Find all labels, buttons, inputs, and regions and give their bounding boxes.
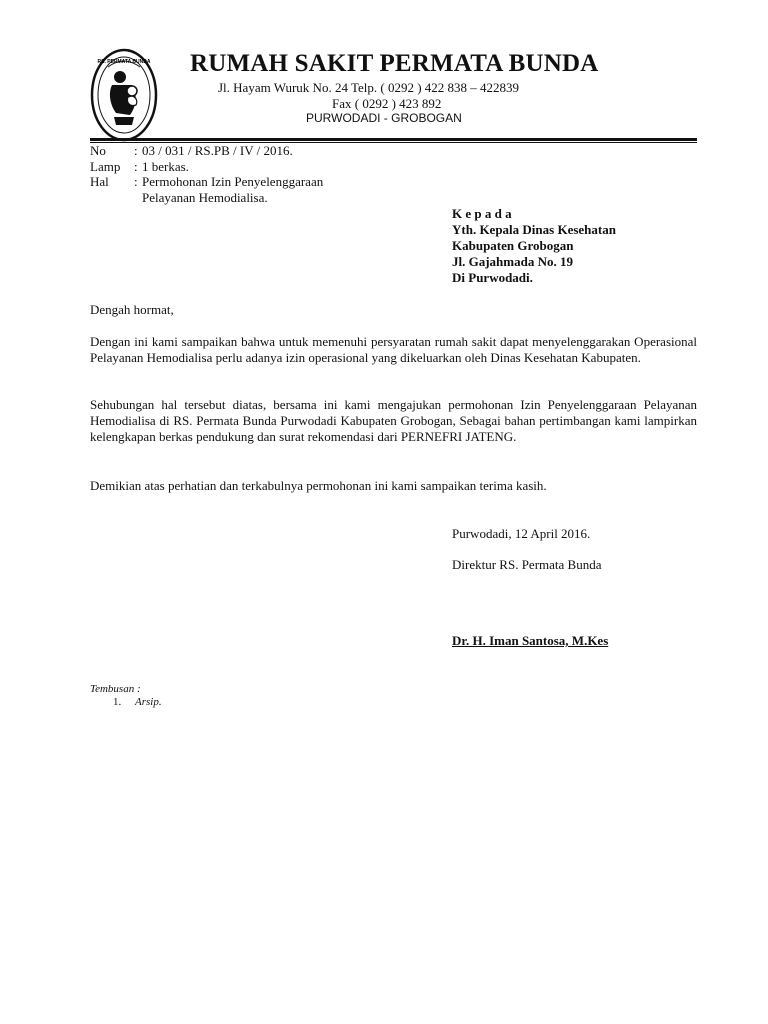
cc-item xyxy=(113,696,162,708)
meta-lamp xyxy=(90,159,490,175)
paragraph-1: Dengan ini kami sampaikan bahwa untuk memenuhi persyaratan rumah sakit dapat menyelenggarakan Operasional Pelayanan Hemodialisa perlu adanya izin operasional yang dikeluarkan oleh Dinas Kesehatan Kabupaten. xyxy=(90,334,697,365)
address-line-1: Jl. Hayam Wuruk No. 24 Telp. ( 0292 ) 422 838 – 422839 xyxy=(218,80,520,95)
address-line-2: Fax ( 0292 ) 423 892 xyxy=(332,96,442,111)
paragraph-2: Sehubungan hal tersebut diatas, bersama ini kami mengajukan permohonan Izin Penyelenggaraan Pelayanan Hemodialisa di RS. Permata Bunda Purwodadi Kabupaten Grobogan, Sebagai bahan pertimbangan kami lampirkan kelengkapan berkas pendukung dan surat rekomendasi dari PERNEFRI JATENG. xyxy=(90,397,697,444)
recipient-kepada: K e p a d a xyxy=(452,206,512,221)
recipient-title: Yth. Kepala Dinas Kesehatan xyxy=(452,222,616,237)
signer-position: Direktur RS. Permata Bunda xyxy=(452,557,602,572)
meta-hal-value-line1: Permohonan Izin Penyelenggaraan xyxy=(142,174,324,189)
cc-item-number: 1. xyxy=(113,696,122,708)
meta-hal-value-line2: Pelayanan Hemodialisa. xyxy=(142,190,268,205)
address-line-3: PURWODADI - GROBOGAN xyxy=(306,111,462,125)
hospital-logo xyxy=(90,47,158,143)
meta-hal-cont xyxy=(90,190,490,206)
header-divider xyxy=(90,138,697,141)
meta-lamp-value: 1 berkas. xyxy=(142,159,189,174)
recipient-region: Kabupaten Grobogan xyxy=(452,238,574,253)
place-date: Purwodadi, 12 April 2016. xyxy=(452,526,591,541)
cc-label: Tembusan : xyxy=(90,683,141,695)
hospital-name: RUMAH SAKIT PERMATA BUNDA xyxy=(190,50,599,77)
recipient-city: Di Purwodadi. xyxy=(452,270,533,285)
signer-name: Dr. H. Iman Santosa, M.Kes xyxy=(452,633,609,648)
meta-separator: : xyxy=(134,174,138,189)
closing-paragraph: Demikian atas perhatian dan terkabulnya permohonan ini kami sampaikan terima kasih. xyxy=(90,478,547,493)
svg-text:RS. PERMATA BUNDA: RS. PERMATA BUNDA xyxy=(97,59,151,65)
meta-hal-label: Hal xyxy=(90,174,109,189)
meta-no-value: 03 / 031 / RS.PB / IV / 2016. xyxy=(142,143,293,158)
meta-separator: : xyxy=(134,159,138,174)
recipient-street: Jl. Gajahmada No. 19 xyxy=(452,254,573,269)
meta-hal xyxy=(90,174,490,190)
meta-no xyxy=(90,143,490,159)
meta-separator: : xyxy=(134,143,138,158)
meta-lamp-label: Lamp xyxy=(90,159,121,174)
greeting: Dengah hormat, xyxy=(90,302,174,317)
cc-item-text: Arsip. xyxy=(135,696,162,708)
meta-no-label: No xyxy=(90,143,106,158)
